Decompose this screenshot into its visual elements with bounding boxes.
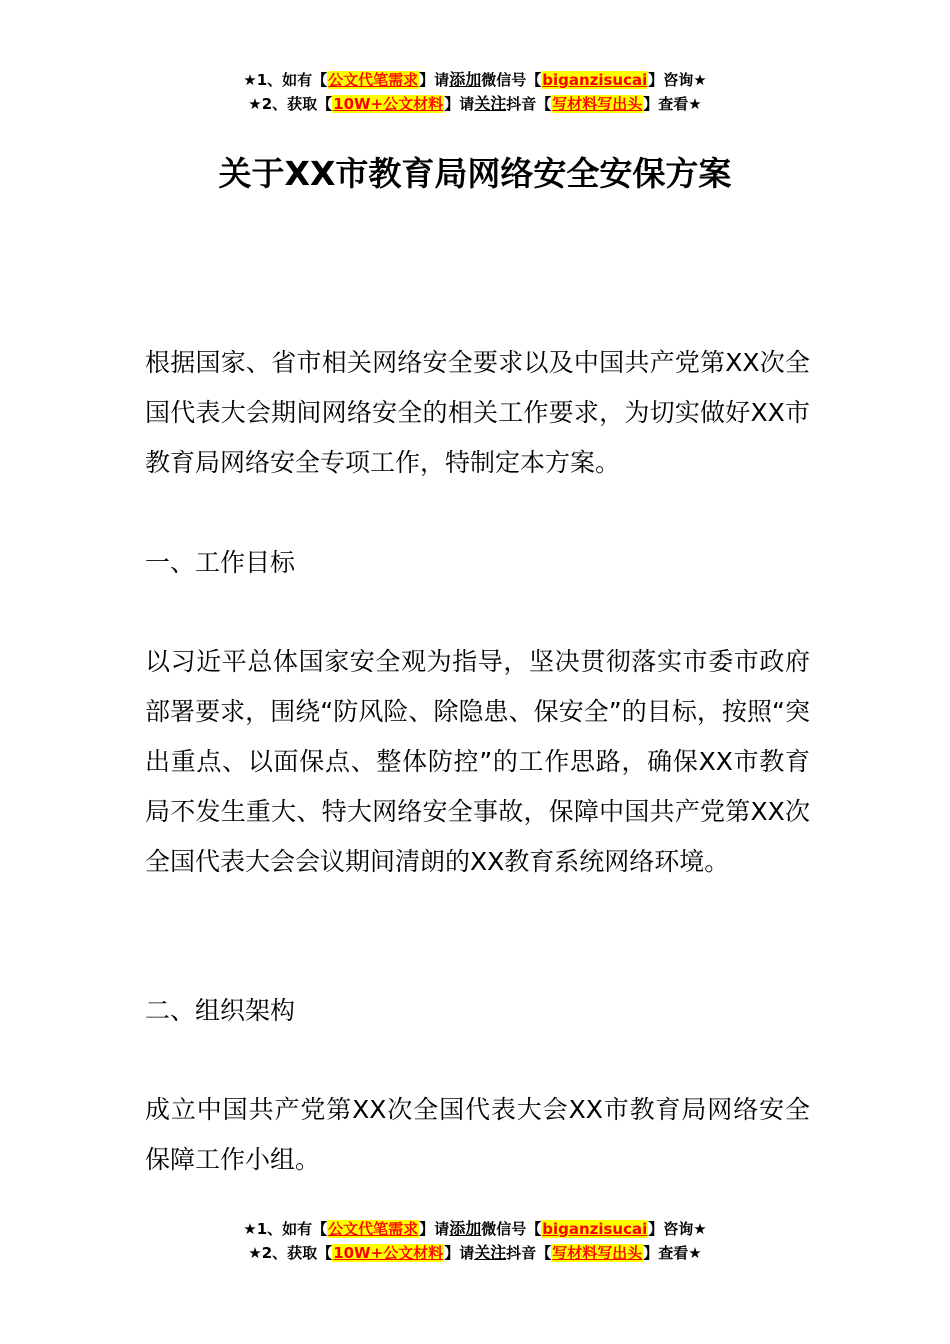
banner-text: 抖音【 xyxy=(506,95,552,113)
banner-text: 微信号【 xyxy=(481,1220,542,1238)
banner-line-1 xyxy=(0,68,950,92)
banner-text: 】请 xyxy=(444,1244,475,1262)
banner-text: 】请 xyxy=(419,1220,450,1238)
banner-emphasis: 关注 xyxy=(474,94,507,113)
banner-emphasis: 关注 xyxy=(474,1243,507,1262)
highlight-douyin-account: 写材料写出头 xyxy=(552,1244,643,1262)
top-banner xyxy=(0,68,950,116)
bottom-banner xyxy=(0,1217,950,1265)
section-heading-organization: 二、组织架构 xyxy=(145,996,296,1025)
banner-text: 】请 xyxy=(444,95,475,113)
banner-text: 】请 xyxy=(419,71,450,89)
highlight-wechat-id: biganzisucai xyxy=(542,71,648,89)
banner-text: ★1、如有【 xyxy=(243,71,328,89)
highlight-service: 公文代笔需求 xyxy=(328,1220,419,1238)
banner-emphasis: 添加 xyxy=(449,1219,482,1238)
banner-line-1 xyxy=(0,1217,950,1241)
banner-text: 】查看★ xyxy=(643,95,702,113)
banner-line-2 xyxy=(0,1241,950,1265)
banner-text: ★2、获取【 xyxy=(248,95,333,113)
organization-paragraph: 成立中国共产党第XX次全国代表大会XX市教育局网络安全保障工作小组。 xyxy=(145,1095,810,1174)
banner-text: 抖音【 xyxy=(506,1244,552,1262)
highlight-wechat-id: biganzisucai xyxy=(542,1220,648,1238)
banner-text: 微信号【 xyxy=(481,71,542,89)
goals-paragraph: 以习近平总体国家安全观为指导，坚决贯彻落实市委市政府部署要求，围绕“防风险、除隐患、保安全”的目标，按照“突出重点、以面保点、整体防控”的工作思路，确保XX市教育局不发生重大、特大网络安全事故，保障中国共产党第XX次全国代表大会会议期间清朗的XX教育系统网络环境。 xyxy=(145,647,810,876)
banner-text: ★1、如有【 xyxy=(243,1220,328,1238)
banner-line-2 xyxy=(0,92,950,116)
banner-emphasis: 添加 xyxy=(449,70,482,89)
intro-paragraph: 根据国家、省市相关网络安全要求以及中国共产党第XX次全国代表大会期间网络安全的相关工作要求，为切实做好XX市教育局网络安全专项工作，特制定本方案。 xyxy=(145,348,810,477)
banner-text: 】查看★ xyxy=(643,1244,702,1262)
highlight-douyin-account: 写材料写出头 xyxy=(552,95,643,113)
highlight-materials: 10W+公文材料 xyxy=(333,95,444,113)
section-heading-goals: 一、工作目标 xyxy=(145,548,296,577)
banner-text: ★2、获取【 xyxy=(248,1244,333,1262)
highlight-service: 公文代笔需求 xyxy=(328,71,419,89)
highlight-materials: 10W+公文材料 xyxy=(333,1244,444,1262)
document-title: 关于XX市教育局网络安全安保方案 xyxy=(218,154,732,193)
banner-text: 】咨询★ xyxy=(648,1220,707,1238)
banner-text: 】咨询★ xyxy=(648,71,707,89)
